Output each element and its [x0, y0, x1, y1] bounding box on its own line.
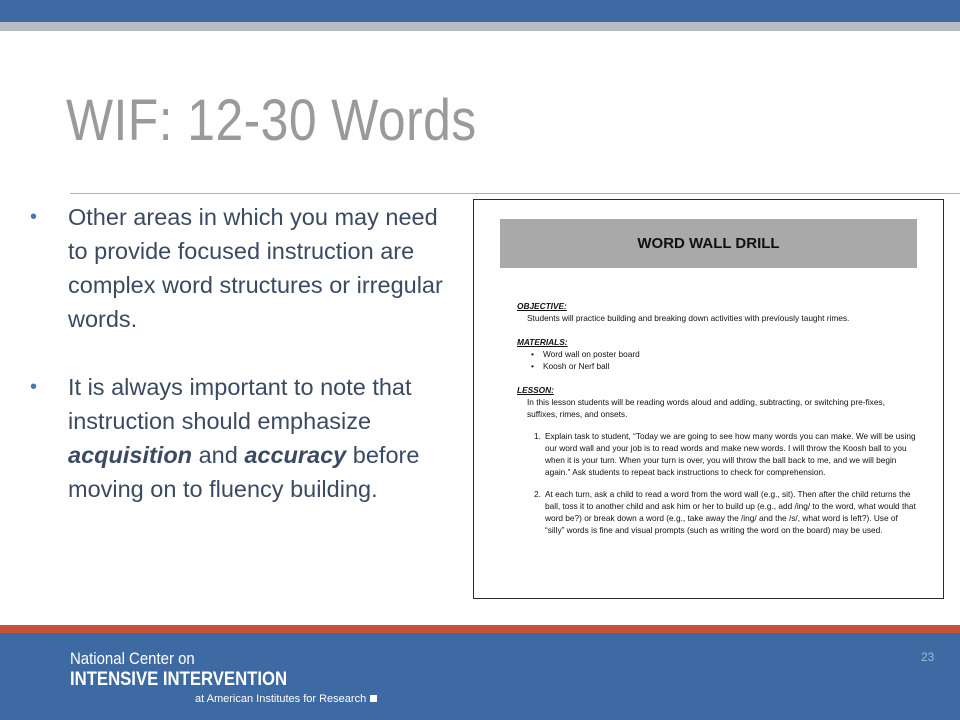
bullet-list — [30, 200, 455, 540]
org-affiliation — [195, 693, 377, 705]
step-number: 1. — [534, 431, 541, 441]
top-banner-stripe — [0, 22, 960, 31]
org-name-line1: National Center on — [70, 649, 195, 668]
bullet-item — [30, 200, 455, 336]
title-divider — [70, 193, 960, 194]
objective-label: OBJECTIVE: — [517, 301, 567, 311]
bullet-text: It is always important to note that instruction should emphasize — [68, 374, 412, 434]
lesson-step — [517, 488, 917, 536]
document-header: WORD WALL DRILL — [500, 219, 917, 268]
bullet-text: and — [192, 442, 245, 468]
step-text: Explain task to student, “Today we are going to see how many words you can make. We will be using our word wall and your job is to read words and make new words. I will throw the Koosh ball to you when it is your turn. When your turn is over, you will throw the ball back to me, and we will begin again.” Ask students to repeat back instructions to check for comprehension. — [545, 431, 916, 477]
top-banner — [0, 0, 960, 22]
bullet-dot-icon: • — [30, 376, 38, 398]
lesson-step — [517, 430, 917, 478]
document-image — [473, 199, 944, 599]
lesson-intro: In this lesson students will be reading words aloud and adding, subtracting, or switching pre-fixes, suffixes, rimes, and onsets. — [527, 397, 885, 419]
material-text: Word wall on poster board — [543, 349, 640, 359]
bullet-dot-icon: • — [30, 206, 38, 228]
objective-text: Students will practice building and breaking down activities with previously taught rimes. — [527, 313, 850, 323]
bullet-text: before moving on to fluency building. — [68, 442, 420, 502]
bullet-item — [30, 370, 455, 506]
material-bullet-icon: • — [531, 361, 534, 371]
emphasis-accuracy: accuracy — [244, 442, 347, 468]
footer — [0, 633, 960, 720]
bullet-text: Other areas in which you may need to provide focused instruction are complex word structures or irregular words. — [68, 204, 443, 332]
materials-item — [517, 360, 917, 372]
org-affiliation-text: at American Institutes for Research — [195, 693, 367, 705]
footer-accent-stripe — [0, 625, 960, 633]
material-text: Koosh or Nerf ball — [543, 361, 610, 371]
step-number: 2. — [534, 489, 541, 499]
org-name-line2: INTENSIVE INTERVENTION — [70, 669, 288, 690]
document-body — [517, 300, 917, 536]
lesson-label: LESSON: — [517, 385, 554, 395]
material-bullet-icon: • — [531, 349, 534, 359]
square-logo-icon — [370, 695, 377, 702]
materials-label: MATERIALS: — [517, 337, 568, 347]
emphasis-acquisition: acquisition — [68, 442, 193, 468]
materials-item — [517, 348, 917, 360]
slide-title: WIF: 12-30 Words — [66, 88, 477, 153]
page-number: 23 — [921, 650, 935, 664]
step-text: At each turn, ask a child to read a word from the word wall (e.g., sit). Then after the child returns the ball, toss it to another child and ask him or her to build up (e.g., add /ing/ to the word, what would that word be?) or break down a word (e.g., take away the /ing/ and the /s/, what word is left?). Use of “silly” words is fine and visual prompts (such as writing the word on the board) may be used. — [545, 489, 916, 535]
